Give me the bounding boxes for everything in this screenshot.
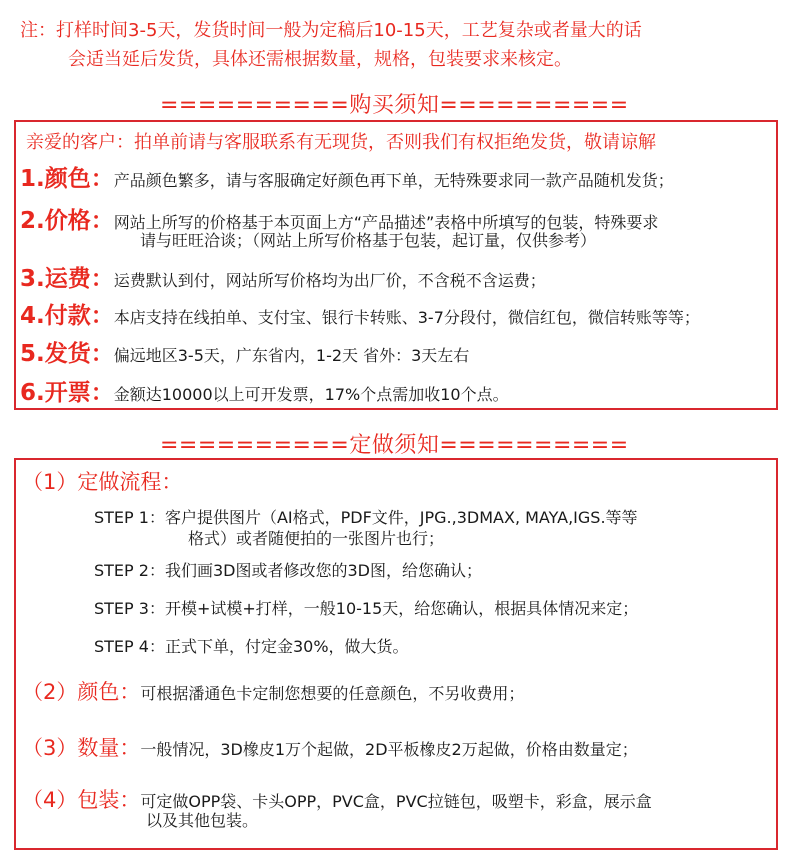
custom-packaging-row [22,784,652,814]
custom-color-row [22,676,524,706]
purchase-item-label: 6.开票： [20,380,114,406]
quantity-label: （3）数量： [22,736,141,760]
purchase-item-label: 3.运费： [20,266,114,292]
purchase-item-label: 1.颜色： [20,166,114,192]
purchase-item-text: 本店支持在线拍单、支付宝、银行卡转账、3-7分段付，微信红包，微信转账等等； [113,308,700,327]
custom-quantity-row [22,732,638,762]
packaging-text-continued: 以及其他包装。 [146,811,259,830]
packaging-text: 可定做OPP袋、卡头OPP，PVC盒，PVC拉链包，吸塑卡，彩盒，展示盒 [140,792,652,811]
custom-order-box [14,458,778,850]
step-1-continued: 格式）或者随便拍的一张图片也行； [188,529,445,548]
purchase-item-label: 5.发货： [20,341,114,367]
packaging-label: （4）包装： [22,788,141,812]
purchase-item-shipping-fee [20,260,546,293]
notice-line-2: 会适当延后发货，具体还需根据数量，规格，包装要求来核定。 [68,49,572,70]
purchase-item-text: 运费默认到付，网站所写价格均为出厂价，不含税不含运费； [113,271,546,290]
purchase-item-payment [20,297,700,330]
purchase-item-color [20,160,674,193]
step-1: STEP 1：客户提供图片（AI格式，PDF文件，JPG.,3DMAX, MAYA,IGS.等等 [94,508,638,527]
notice-line-1: 注：打样时间3-5天，发货时间一般为定稿后10-15天，工艺复杂或者量大的话 [20,20,642,41]
color-label: （2）颜色： [22,680,141,704]
purchase-divider: ==========购买须知========== [160,93,629,118]
purchase-item-text: 金额达10000以上可开发票，17%个点需加收10个点。 [113,385,509,404]
color-text: 可根据潘通色卡定制您想要的任意颜色，不另收费用； [140,684,525,703]
purchase-item-label: 4.付款： [20,303,114,329]
step-2: STEP 2：我们画3D图或者修改您的3D图，给您确认； [94,561,482,580]
quantity-text: 一般情况，3D橡皮1万个起做，2D平板橡皮2万起做，价格由数量定； [140,740,638,759]
purchase-item-label: 2.价格： [20,208,114,234]
purchase-notice-box [14,120,778,410]
step-3: STEP 3：开模+试模+打样，一般10-15天，给您确认，根据具体情况来定； [94,599,639,618]
purchase-item-text: 网站上所写的价格基于本页面上方“产品描述”表格中所填写的包装，特殊要求 [113,213,659,232]
custom-divider: ==========定做须知========== [160,433,629,458]
step-4: STEP 4：正式下单，付定金30%，做大货。 [94,637,409,656]
purchase-item-text: 偏远地区3-5天，广东省内，1-2天 省外：3天左右 [113,346,470,365]
purchase-item-text-continued: 请与旺旺洽谈；（网站上所写价格基于包装，起订量，仅供参考） [140,231,597,250]
purchase-item-delivery [20,335,469,368]
process-label: （1）定做流程： [22,470,183,494]
purchase-item-text: 产品颜色繁多，请与客服确定好颜色再下单，无特殊要求同一款产品随机发货； [113,171,674,190]
purchase-intro: 亲爱的客户：拍单前请与客服联系有无现货，否则我们有权拒绝发货，敬请谅解 [26,132,656,153]
purchase-item-invoice [20,374,509,407]
